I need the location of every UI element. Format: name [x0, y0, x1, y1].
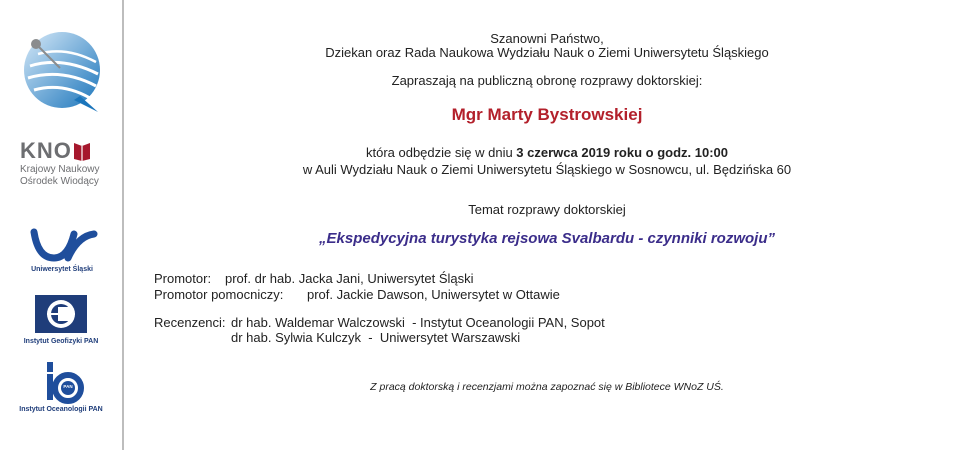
topic-label: Temat rozprawy doktorskiej — [468, 202, 626, 217]
iopan-emblem-icon — [14, 360, 108, 404]
invitation — [124, 0, 970, 450]
kno-line1: Krajowy Naukowy — [20, 164, 100, 175]
igf-logo — [22, 293, 100, 345]
sender: Dziekan oraz Rada Naukowa Wydziału Nauk o Ziemi Uniwersytetu Śląskiego — [325, 45, 769, 60]
kno-logo-mark: KNO — [20, 138, 72, 163]
logo-sidebar — [0, 0, 122, 450]
us-emblem-icon — [16, 228, 108, 264]
kno-logo — [20, 138, 120, 188]
promotor-label: Promotor: — [154, 271, 212, 286]
invitation-line: Zapraszają na publiczną obronę rozprawy doktorskiej: — [391, 73, 703, 88]
date-value: 3 czerwca 2019 roku o godz. 10:00 — [516, 145, 729, 160]
iopan-label: Instytut Oceanologii PAN — [19, 406, 103, 413]
iopan-badge: PAN — [63, 384, 73, 389]
us-label: Uniwersytet Śląski — [31, 266, 93, 273]
book-icon — [73, 141, 91, 161]
igf-label: Instytut Geofizyki PAN — [23, 338, 99, 345]
reviewer-2: dr hab. Sylwia Kulczyk - Uniwersytet Warszawski — [231, 330, 521, 345]
date-prefix: która odbędzie się w dniu — [365, 145, 517, 160]
thesis-topic: „Ekspedycyjna turystyka rejsowa Svalbardu - czynniki rozwoju” — [319, 230, 775, 247]
promotor-value: prof. dr hab. Jacka Jani, Uniwersytet Śląski — [225, 271, 474, 286]
promotor2-value: prof. Jackie Dawson, Uniwersytet w Ottawie — [307, 287, 560, 302]
footer-note: Z pracą doktorską i recenzjami można zapoznać się w Bibliotece WNoZ UŚ. — [370, 381, 724, 393]
iopan-logo — [14, 360, 108, 413]
kno-line2: Ośrodek Wiodący — [20, 176, 99, 187]
promotor2-label: Promotor pomocniczy: — [154, 287, 284, 302]
igf-emblem-icon — [22, 293, 100, 335]
us-logo — [16, 228, 108, 273]
reviewer-1: dr hab. Waldemar Walczowski - Instytut Oceanologii PAN, Sopot — [231, 315, 605, 330]
greeting: Szanowni Państwo, — [490, 31, 604, 46]
date-line — [124, 145, 970, 160]
candidate-name: Mgr Marty Bystrowskiej — [451, 105, 643, 124]
globe-logo-icon — [16, 26, 106, 116]
venue-line: w Auli Wydziału Nauk o Ziemi Uniwersytetu Śląskiego w Sosnowcu, ul. Będzińska 60 — [302, 162, 792, 177]
reviewers-label: Recenzenci: — [154, 315, 226, 330]
